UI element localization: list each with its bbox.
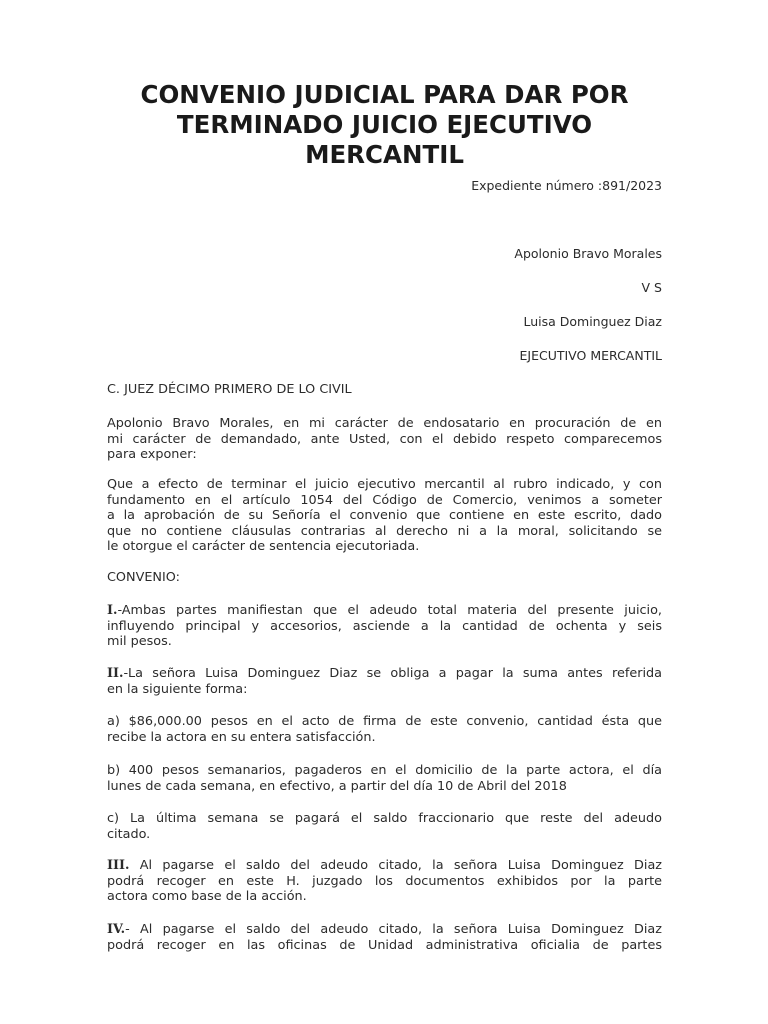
efecto-line: a la aprobación de su Señoría el convenio que contiene en este escrito, dado bbox=[107, 508, 662, 523]
clausula-2 bbox=[107, 666, 662, 697]
clausula-4-line bbox=[107, 922, 662, 938]
title-line-1: CONVENIO JUDICIAL PARA DAR POR bbox=[140, 80, 629, 109]
convenio-heading-text: CONVENIO: bbox=[107, 570, 180, 585]
juez-addressee bbox=[107, 382, 662, 398]
clausula-1-line bbox=[107, 603, 662, 619]
clausula-4-line: podrá recoger en las oficinas de Unidad administrativa oficialia de partes bbox=[107, 937, 662, 953]
inciso-b bbox=[107, 763, 662, 794]
party-actor: Apolonio Bravo Morales bbox=[514, 246, 662, 261]
intro-paragraph bbox=[107, 416, 662, 463]
clausula-1 bbox=[107, 603, 662, 650]
title-line-2: TERMINADO JUICIO EJECUTIVO bbox=[176, 110, 593, 139]
efecto-line: fundamento en el artículo 1054 del Código de Comercio, venimos a someter bbox=[107, 492, 662, 508]
efecto-line: le otorgue el carácter de sentencia ejecutoriada. bbox=[107, 539, 420, 554]
clausula-1-number: I. bbox=[107, 603, 118, 618]
inciso-b-line: lunes de cada semana, en efectivo, a partir del día 10 de Abril del 2018 bbox=[107, 778, 567, 794]
document-title bbox=[107, 80, 662, 170]
clausula-4-number: IV. bbox=[107, 922, 126, 937]
inciso-a-line: a) $86,000.00 pesos en el acto de firma de este convenio, cantidad ésta que bbox=[107, 714, 662, 729]
clausula-1-line: influyendo principal y accesorios, asciende a la cantidad de ochenta y seis bbox=[107, 618, 662, 634]
party-demandada: Luisa Dominguez Diaz bbox=[523, 314, 662, 329]
inciso-b-line: b) 400 pesos semanarios, pagaderos en el domicilio de la parte actora, el día bbox=[107, 763, 662, 778]
juez-line: C. JUEZ DÉCIMO PRIMERO DE LO CIVIL bbox=[107, 382, 352, 397]
efecto-paragraph bbox=[107, 477, 662, 555]
convenio-heading bbox=[107, 570, 662, 586]
clausula-2-number: II. bbox=[107, 666, 124, 681]
clausula-1-line: mil pesos. bbox=[107, 634, 172, 649]
clausula-3-line: actora como base de la acción. bbox=[107, 889, 307, 904]
inciso-c-line: citado. bbox=[107, 826, 151, 842]
tipo-juicio: EJECUTIVO MERCANTIL bbox=[519, 348, 662, 363]
efecto-line: Que a efecto de terminar el juicio ejecutivo mercantil al rubro indicado, y con bbox=[107, 477, 662, 492]
versus: V S bbox=[641, 280, 662, 295]
intro-line: Apolonio Bravo Morales, en mi carácter de endosatario en procuración de en bbox=[107, 416, 662, 431]
intro-line: para exponer: bbox=[107, 447, 197, 462]
inciso-a-line: recibe la actora en su entera satisfacción. bbox=[107, 729, 376, 745]
clausula-2-line: en la siguiente forma: bbox=[107, 681, 248, 697]
intro-line: mi carácter de demandado, ante Usted, con el debido respeto comparecemos bbox=[107, 431, 662, 447]
clausula-2-line bbox=[107, 666, 662, 682]
clausula-3-text: Al pagarse el saldo del adeudo citado, la señora Luisa Dominguez Diaz bbox=[129, 858, 662, 873]
clausula-3-line: podrá recoger en este H. juzgado los documentos exhibidos por la parte bbox=[107, 873, 662, 889]
clausula-3 bbox=[107, 858, 662, 905]
inciso-a bbox=[107, 714, 662, 745]
efecto-line: que no contiene cláusulas contrarias al derecho ni a la moral, solicitando se bbox=[107, 523, 662, 539]
inciso-c bbox=[107, 811, 662, 842]
expediente-number: Expediente número :891/2023 bbox=[471, 178, 662, 193]
document-page bbox=[107, 0, 662, 1024]
clausula-3-line bbox=[107, 858, 662, 874]
clausula-3-number: III. bbox=[107, 858, 130, 873]
clausula-2-text: -La señora Luisa Dominguez Diaz se obliga a pagar la suma antes referida bbox=[123, 666, 662, 681]
clausula-4 bbox=[107, 922, 662, 953]
clausula-4-text: - Al pagarse el saldo del adeudo citado, la señora Luisa Dominguez Diaz bbox=[125, 922, 662, 937]
inciso-c-line: c) La última semana se pagará el saldo fraccionario que reste del adeudo bbox=[107, 811, 662, 826]
title-line-3: MERCANTIL bbox=[305, 140, 464, 169]
clausula-1-text: -Ambas partes manifiestan que el adeudo total materia del presente juicio, bbox=[117, 603, 662, 618]
